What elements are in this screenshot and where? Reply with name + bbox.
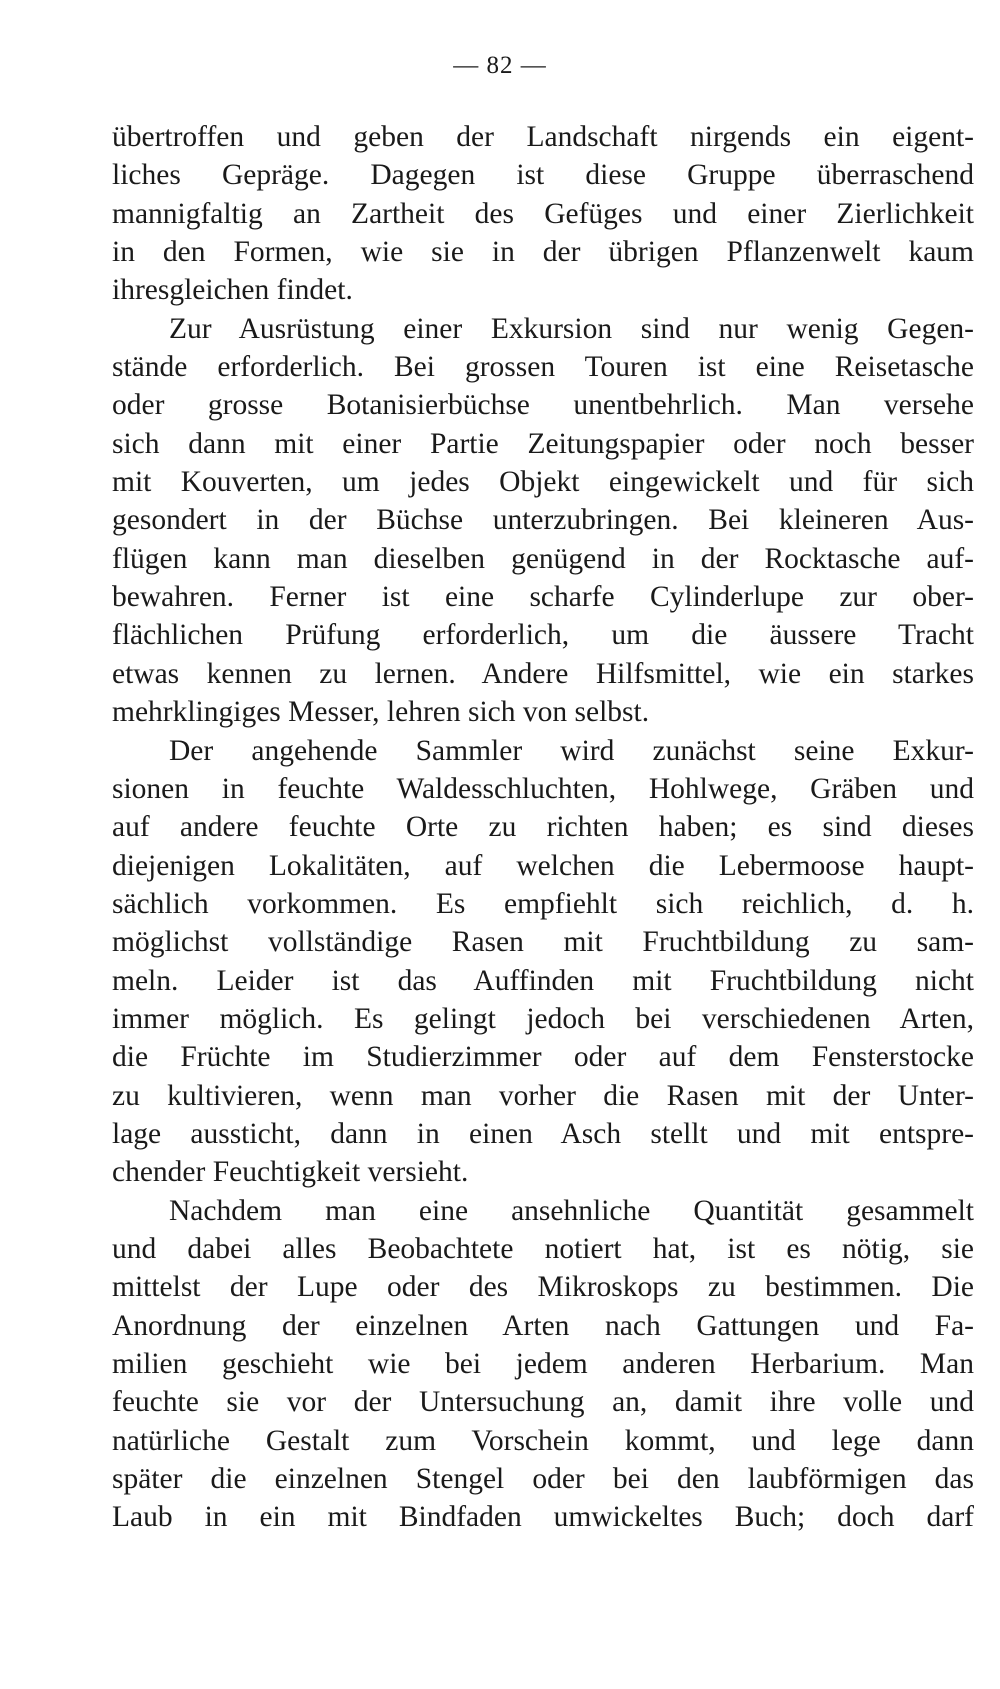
text-line: oder grosse Botanisierbüchse unentbehrlich. Man versehe	[112, 389, 974, 422]
text-line: gesondert in der Büchse unterzubringen. Bei kleineren Aus-	[112, 504, 974, 537]
text-line: mannigfaltig an Zartheit des Gefüges und einer Zierlichkeit	[112, 197, 974, 230]
text-line: lage aussticht, dann in einen Asch stellt und mit entspre-	[112, 1117, 974, 1150]
text-line: in den Formen, wie sie in der übrigen Pflanzenwelt kaum	[112, 236, 974, 269]
text-line: Nachdem man eine ansehnliche Quantität gesammelt	[169, 1194, 974, 1227]
text-line: sich dann mit einer Partie Zeitungspapier oder noch besser	[112, 427, 974, 460]
text-line: liches Gepräge. Dagegen ist diese Gruppe überraschend	[112, 159, 974, 192]
text-line: zu kultivieren, wenn man vorher die Rasen mit der Unter-	[112, 1079, 974, 1112]
text-line: sionen in feuchte Waldesschluchten, Hohlwege, Gräben und	[112, 772, 974, 805]
text-line: chender Feuchtigkeit versieht.	[112, 1156, 469, 1189]
text-line: immer möglich. Es gelingt jedoch bei verschiedenen Arten,	[112, 1002, 974, 1035]
text-line: später die einzelnen Stengel oder bei den laubförmigen das	[112, 1463, 974, 1496]
text-line: flügen kann man dieselben genügend in der Rocktasche auf-	[112, 542, 974, 575]
text-line: flächlichen Prüfung erforderlich, um die äussere Tracht	[112, 619, 974, 652]
text-line: und dabei alles Beobachtete notiert hat, ist es nötig, sie	[112, 1232, 974, 1265]
text-line: milien geschieht wie bei jedem anderen Herbarium. Man	[112, 1348, 974, 1380]
text-line: diejenigen Lokalitäten, auf welchen die Lebermoose haupt-	[112, 849, 974, 882]
text-line: stände erforderlich. Bei grossen Touren ist eine Reisetasche	[112, 351, 974, 384]
body-text	[112, 118, 974, 1537]
text-line: möglichst vollständige Rasen mit Fruchtbildung zu sam-	[112, 926, 974, 959]
text-line: bewahren. Ferner ist eine scharfe Cylinderlupe zur ober-	[112, 581, 974, 614]
text-line: Zur Ausrüstung einer Exkursion sind nur wenig Gegen-	[169, 312, 974, 345]
text-line: Der angehende Sammler wird zunächst seine Exkur-	[169, 734, 974, 767]
text-line: meln. Leider ist das Auffinden mit Fruchtbildung nicht	[112, 964, 974, 997]
text-line: die Früchte im Studierzimmer oder auf dem Fensterstocke	[112, 1041, 974, 1074]
text-line: übertroffen und geben der Landschaft nirgends ein eigent-	[112, 121, 974, 153]
page-number: — 82 —	[453, 52, 547, 79]
text-line: sächlich vorkommen. Es empfiehlt sich reichlich, d. h.	[112, 887, 974, 920]
text-line: Laub in ein mit Bindfaden umwickeltes Buch; doch darf	[112, 1501, 974, 1534]
text-line: etwas kennen zu lernen. Andere Hilfsmittel, wie ein starkes	[112, 657, 974, 690]
text-line: auf andere feuchte Orte zu richten haben; es sind dieses	[112, 811, 974, 844]
text-line: feuchte sie vor der Untersuchung an, damit ihre volle und	[112, 1386, 974, 1419]
text-line: mittelst der Lupe oder des Mikroskops zu bestimmen. Die	[112, 1271, 974, 1304]
text-line: mehrklingiges Messer, lehren sich von selbst.	[112, 696, 650, 729]
text-line: ihresgleichen findet.	[112, 274, 353, 307]
text-line: mit Kouverten, um jedes Objekt eingewickelt und für sich	[112, 466, 974, 499]
text-line: Anordnung der einzelnen Arten nach Gattungen und Fa-	[112, 1309, 974, 1342]
text-line: natürliche Gestalt zum Vorschein kommt, und lege dann	[112, 1424, 974, 1457]
